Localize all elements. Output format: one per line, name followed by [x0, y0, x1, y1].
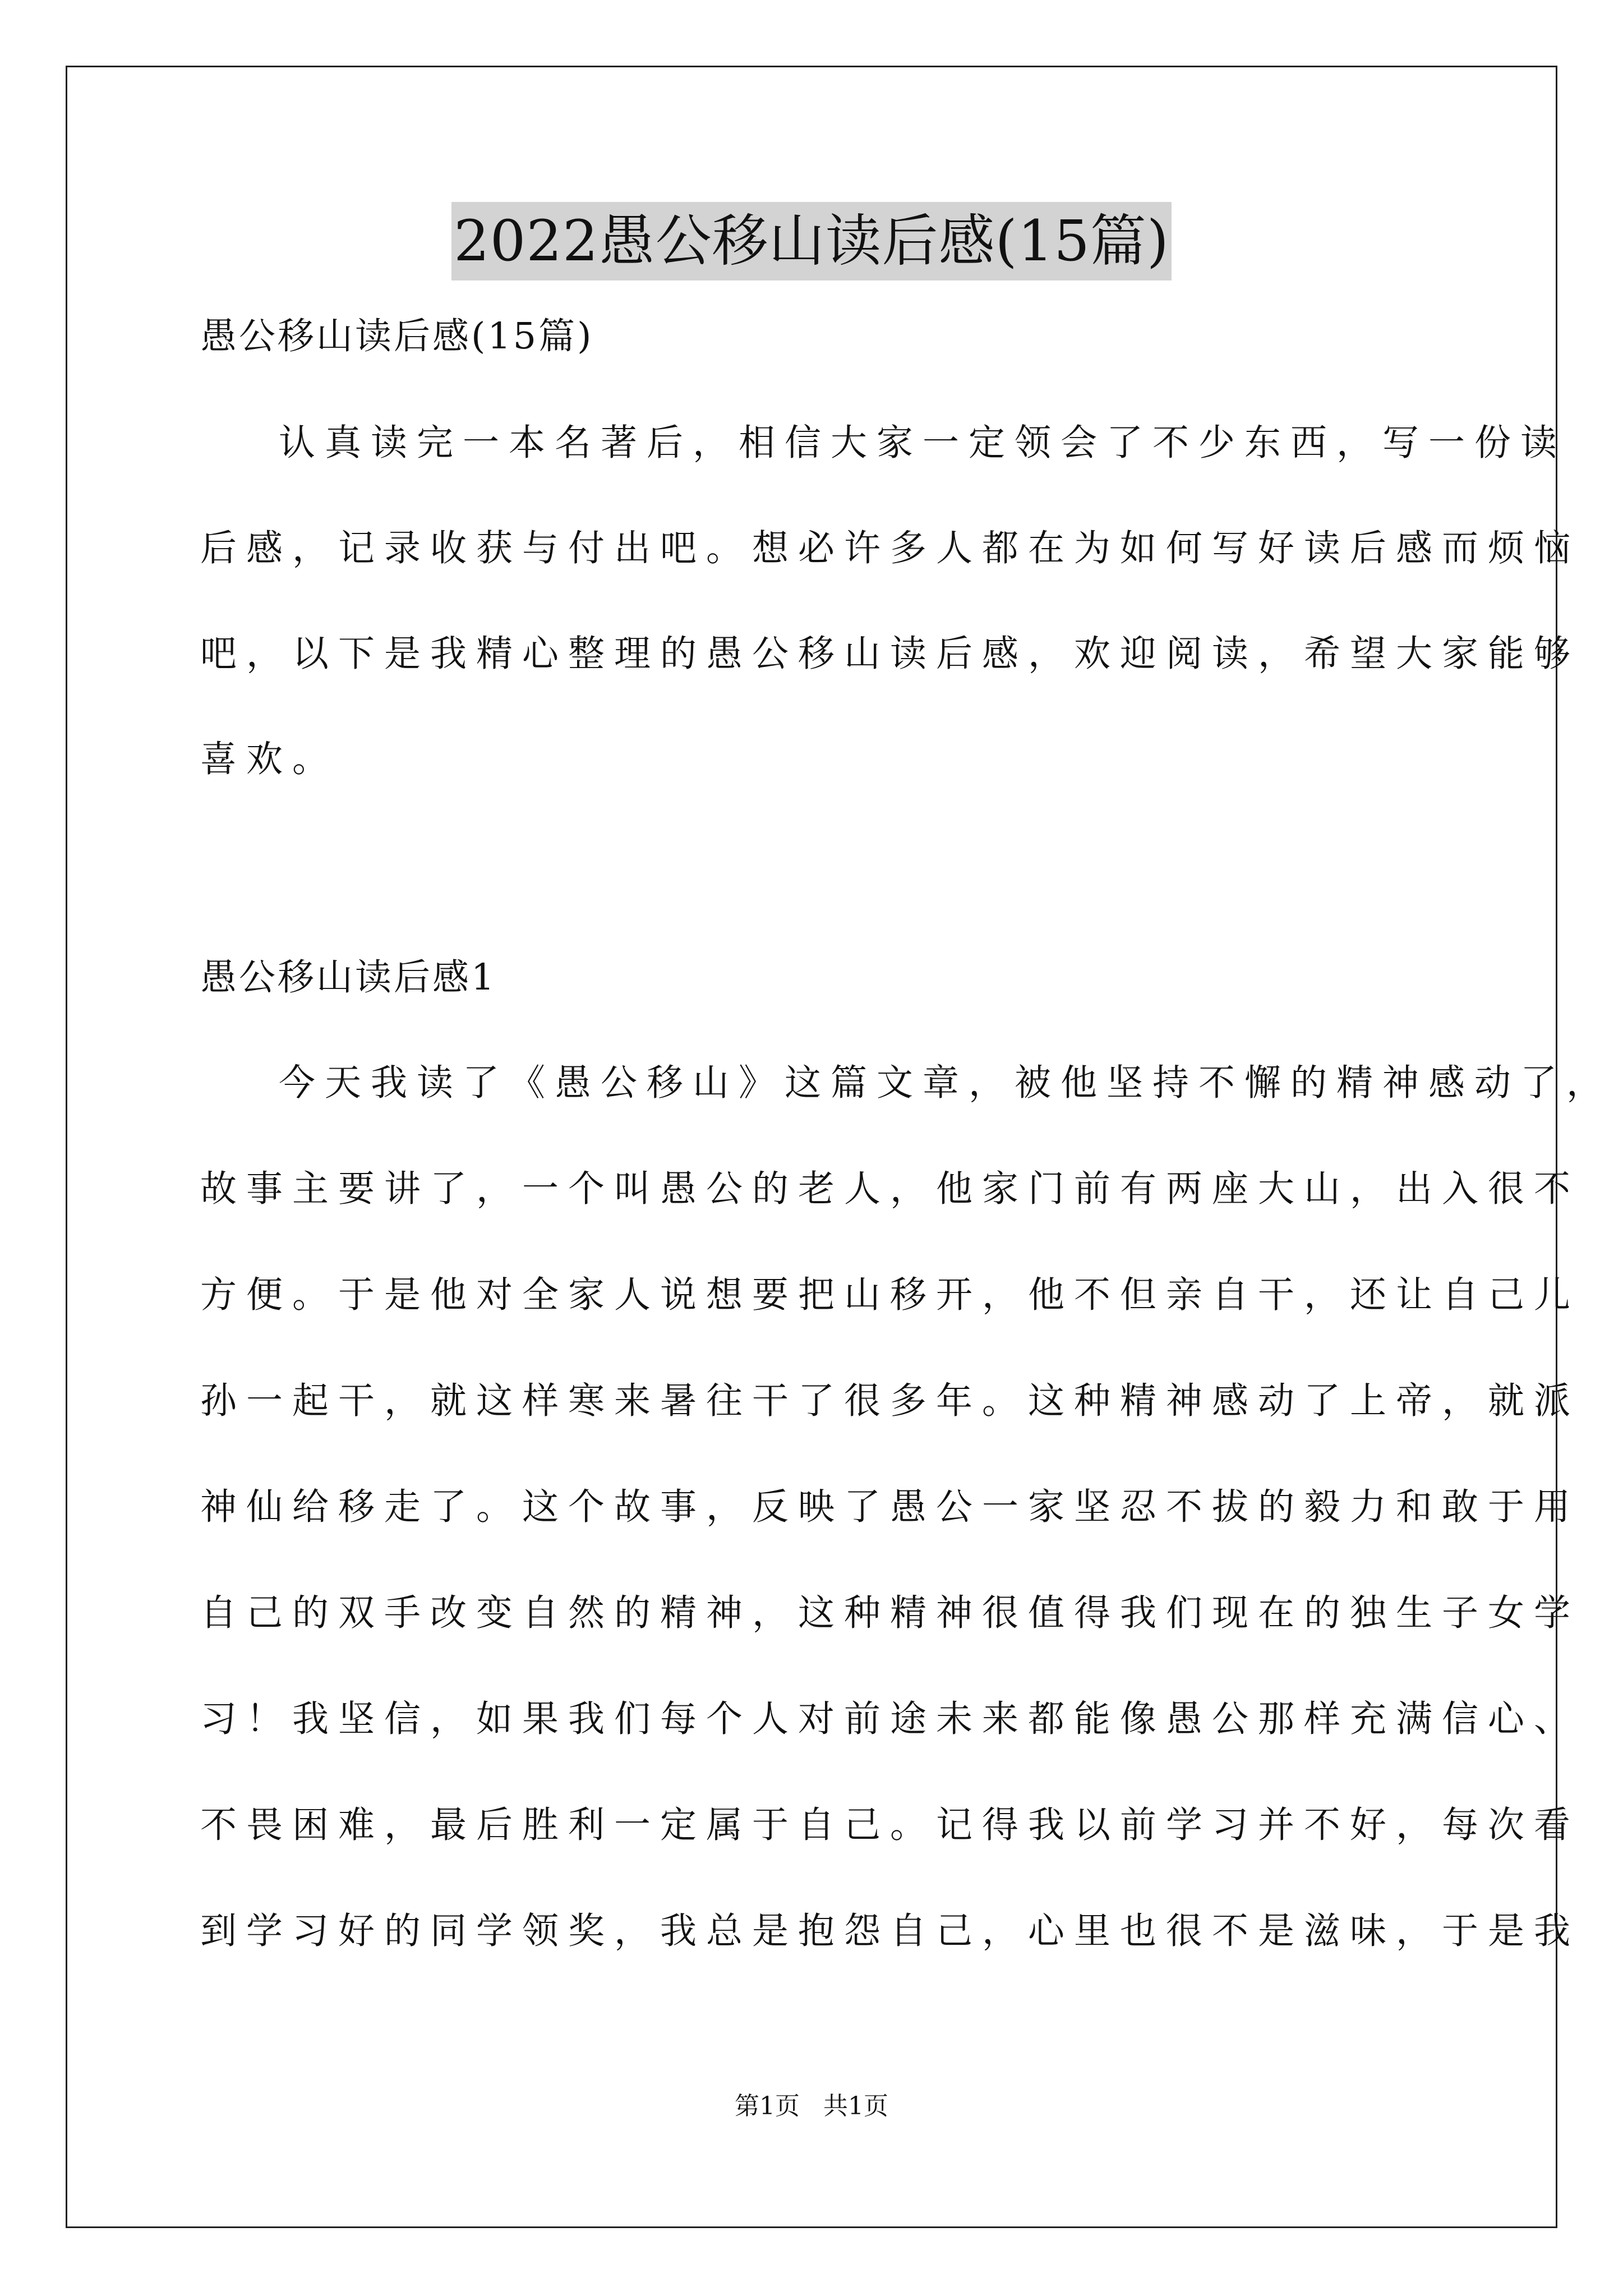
section-line: 到学习好的同学领奖，我总是抱怨自己，心里也很不是滋味，于是我: [200, 1910, 1580, 1952]
document-title-wrap: [0, 202, 1623, 280]
page-border: [66, 66, 1557, 2228]
document-title: 2022愚公移山读后感(15篇): [451, 202, 1172, 280]
intro-line: 喜欢。: [200, 738, 339, 780]
intro-line: 吧，以下是我精心整理的愚公移山读后感，欢迎阅读，希望大家能够: [200, 633, 1580, 675]
section-line: 自己的双手改变自然的精神，这种精神很值得我们现在的独生子女学: [200, 1592, 1580, 1634]
page-footer: [0, 2090, 1623, 2123]
section-line: 不畏困难，最后胜利一定属于自己。记得我以前学习并不好，每次看: [200, 1804, 1580, 1846]
page-number: 第1页: [735, 2092, 800, 2120]
section-line: 方便。于是他对全家人说想要把山移开，他不但亲自干，还让自己儿: [200, 1274, 1580, 1316]
section-line: 神仙给移走了。这个故事，反映了愚公一家坚忍不拔的毅力和敢于用: [200, 1486, 1580, 1528]
page-total: 共1页: [823, 2092, 888, 2120]
section-line: 习！我坚信，如果我们每个人对前途未来都能像愚公那样充满信心、: [200, 1698, 1580, 1740]
section-line: 孙一起干，就这样寒来暑往干了很多年。这种精神感动了上帝，就派: [200, 1380, 1580, 1422]
section-line: 今天我读了《愚公移山》这篇文章，被他坚持不懈的精神感动了，: [279, 1062, 1613, 1104]
section-heading: 愚公移山读后感1: [200, 956, 497, 999]
intro-line: 后感，记录收获与付出吧。想必许多人都在为如何写好读后感而烦恼: [200, 527, 1580, 569]
intro-line: 认真读完一本名著后，相信大家一定领会了不少东西，写一份读: [279, 422, 1567, 464]
subtitle: 愚公移山读后感(15篇): [200, 315, 594, 357]
section-line: 故事主要讲了，一个叫愚公的老人，他家门前有两座大山，出入很不: [200, 1168, 1580, 1210]
